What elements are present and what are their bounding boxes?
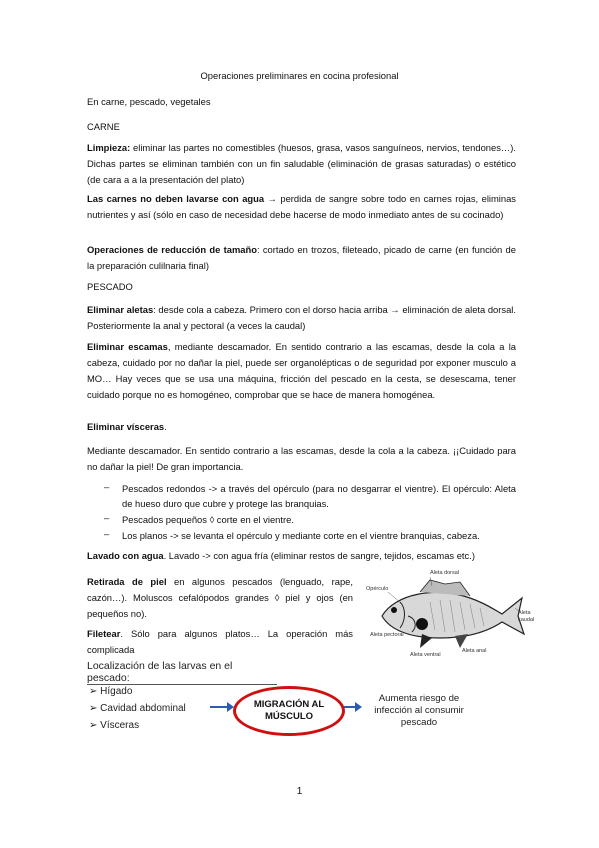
text-lavado: . Lavado -> con agua fría (eliminar restos de sangre, tejidos, escamas etc.) <box>163 550 475 561</box>
fish-label-ventral: Aleta ventral <box>410 652 441 658</box>
bullet-item: Pescados pequeños ◊ corte en el vientre. <box>122 514 294 525</box>
arrow-bullet-icon: ➢ <box>89 720 98 731</box>
page-title: Operaciones preliminares en cocina profesional <box>200 70 399 81</box>
section-carne: CARNE <box>87 121 120 132</box>
diagram-list-item <box>89 686 132 697</box>
text-retirada: en algunos pescados (lenguado, rape, cazón…). Moluscos cefalópodos grandes ◊ piel y ojos (en pequeños no). <box>87 576 353 619</box>
fish-label-anal: Aleta anal <box>462 648 487 654</box>
label-retirada: Retirada de piel <box>87 576 167 587</box>
heading-visceras <box>87 419 516 435</box>
section-pescado: PESCADO <box>87 281 133 292</box>
bullet-item: Pescados redondos -> a través del opérculo (para no desgarrar el vientre). El opérculo: Aleta de hueso duro que cubre y protege las branquias. <box>122 483 516 509</box>
text-limpieza: eliminar las partes no comestibles (huesos, grasa, vasos sanguíneos, nervios, tendones…). Dichas partes se eliminan también con un fin saludable (eliminación de grasas saturadas) o estético (de cara a a la presentación del plato) <box>87 142 516 185</box>
paragraph-aletas <box>87 302 516 334</box>
diagram-list-item <box>89 720 139 731</box>
text-filetear: . Sólo para algunos platos… La operación más complicada <box>87 628 353 655</box>
label-filetear: Filetear <box>87 628 121 639</box>
larvae-diagram <box>87 660 517 740</box>
item-cavidad: Cavidad abdominal <box>100 703 186 714</box>
result-line-3: pescado <box>400 717 438 728</box>
fish-label-opercle: Opérculo <box>366 586 389 592</box>
label-reduccion: Operaciones de reducción de tamaño <box>87 244 257 255</box>
fish-anatomy-illustration <box>360 572 535 662</box>
bullet-item: Los planos -> se levanta el opérculo y mediante corte en el vientre branquias, cabeza. <box>122 530 480 541</box>
arrow-bullet-icon: ➢ <box>89 703 98 714</box>
visceras-period: . <box>164 421 167 432</box>
result-line-1: Aumenta riesgo de <box>378 693 460 704</box>
result-line-2: infección al consumir <box>374 705 464 716</box>
item-higado: Hígado <box>100 686 133 697</box>
paragraph-filetear <box>87 626 353 658</box>
label-carnes: Las carnes no deben lavarse con agua <box>87 193 265 204</box>
diagram-list-item <box>89 703 186 714</box>
bullet-marker: – <box>104 528 110 539</box>
bullet-marker: – <box>104 481 110 492</box>
text-aletas: : desde cola a cabeza. Primero con el dorso hacia arriba → eliminación de aleta dorsal. Posteriormente la anal y pectoral (a veces la caudal) <box>87 304 516 331</box>
paragraph-retirada <box>87 574 353 622</box>
diagram-title: Localización de las larvas en el pescado: <box>87 660 277 685</box>
arrow-bullet-icon: ➢ <box>89 686 98 697</box>
label-lavado: Lavado con agua <box>87 550 164 561</box>
intro-text: En carne, pescado, vegetales <box>87 96 211 107</box>
migration-line-1: MIGRACIÓN AL <box>253 699 325 710</box>
text-escamas: , mediante descamador. En sentido contrario a las escamas, desde la cola a la cabeza, cuidado por no dañar la piel, puede ser organolépticas o de seguridad por exponer musculo a MO… Hay veces que se usa una máquina, fricción del pescado en la cesta, se desescama, tener cuidado porque no es homogéneo, comprobar que se hace de manera homogénea. <box>87 341 517 400</box>
paragraph-escamas <box>87 339 516 403</box>
fish-label-caudal: Aleta <box>518 610 531 616</box>
label-visceras: Eliminar vísceras <box>87 421 165 432</box>
fish-label-dorsal: Aleta dorsal <box>430 570 460 576</box>
result-text <box>359 693 479 729</box>
text-reduccion: : cortado en trozos, fileteado, picado de carne (en función de la preparación culilnaria final) <box>87 244 516 271</box>
bullet-marker: – <box>104 512 110 523</box>
arrow-right-icon <box>209 700 235 714</box>
paragraph-visceras: Mediante descamador. En sentido contrario a las escamas, desde la cola a la cabeza. ¡¡Cuidado para no dañar la piel! De gran importancia. <box>87 445 516 472</box>
fish-label-pectoral: Aleta pectoral <box>370 632 404 638</box>
migration-line-2: MÚSCULO <box>264 711 314 722</box>
paragraph-carnes <box>87 191 516 223</box>
paragraph-lavado <box>87 548 516 564</box>
paragraph-reduccion <box>87 242 516 274</box>
item-visceras: Vísceras <box>100 720 140 731</box>
fish-label-caudal-2: caudal <box>518 617 535 623</box>
migration-ellipse <box>233 686 345 736</box>
page-number: 1 <box>296 786 303 797</box>
label-aletas: Eliminar aletas <box>87 304 154 315</box>
label-limpieza: Limpieza: <box>87 142 131 153</box>
paragraph-limpieza <box>87 140 516 188</box>
text-carnes: → perdida de sangre sobre todo en carnes rojas, eliminas nutrientes y así (sólo en caso de necesidad debe hacerse de modo inmediato antes de su cocinado) <box>87 193 516 220</box>
label-escamas: Eliminar escamas <box>87 341 168 352</box>
